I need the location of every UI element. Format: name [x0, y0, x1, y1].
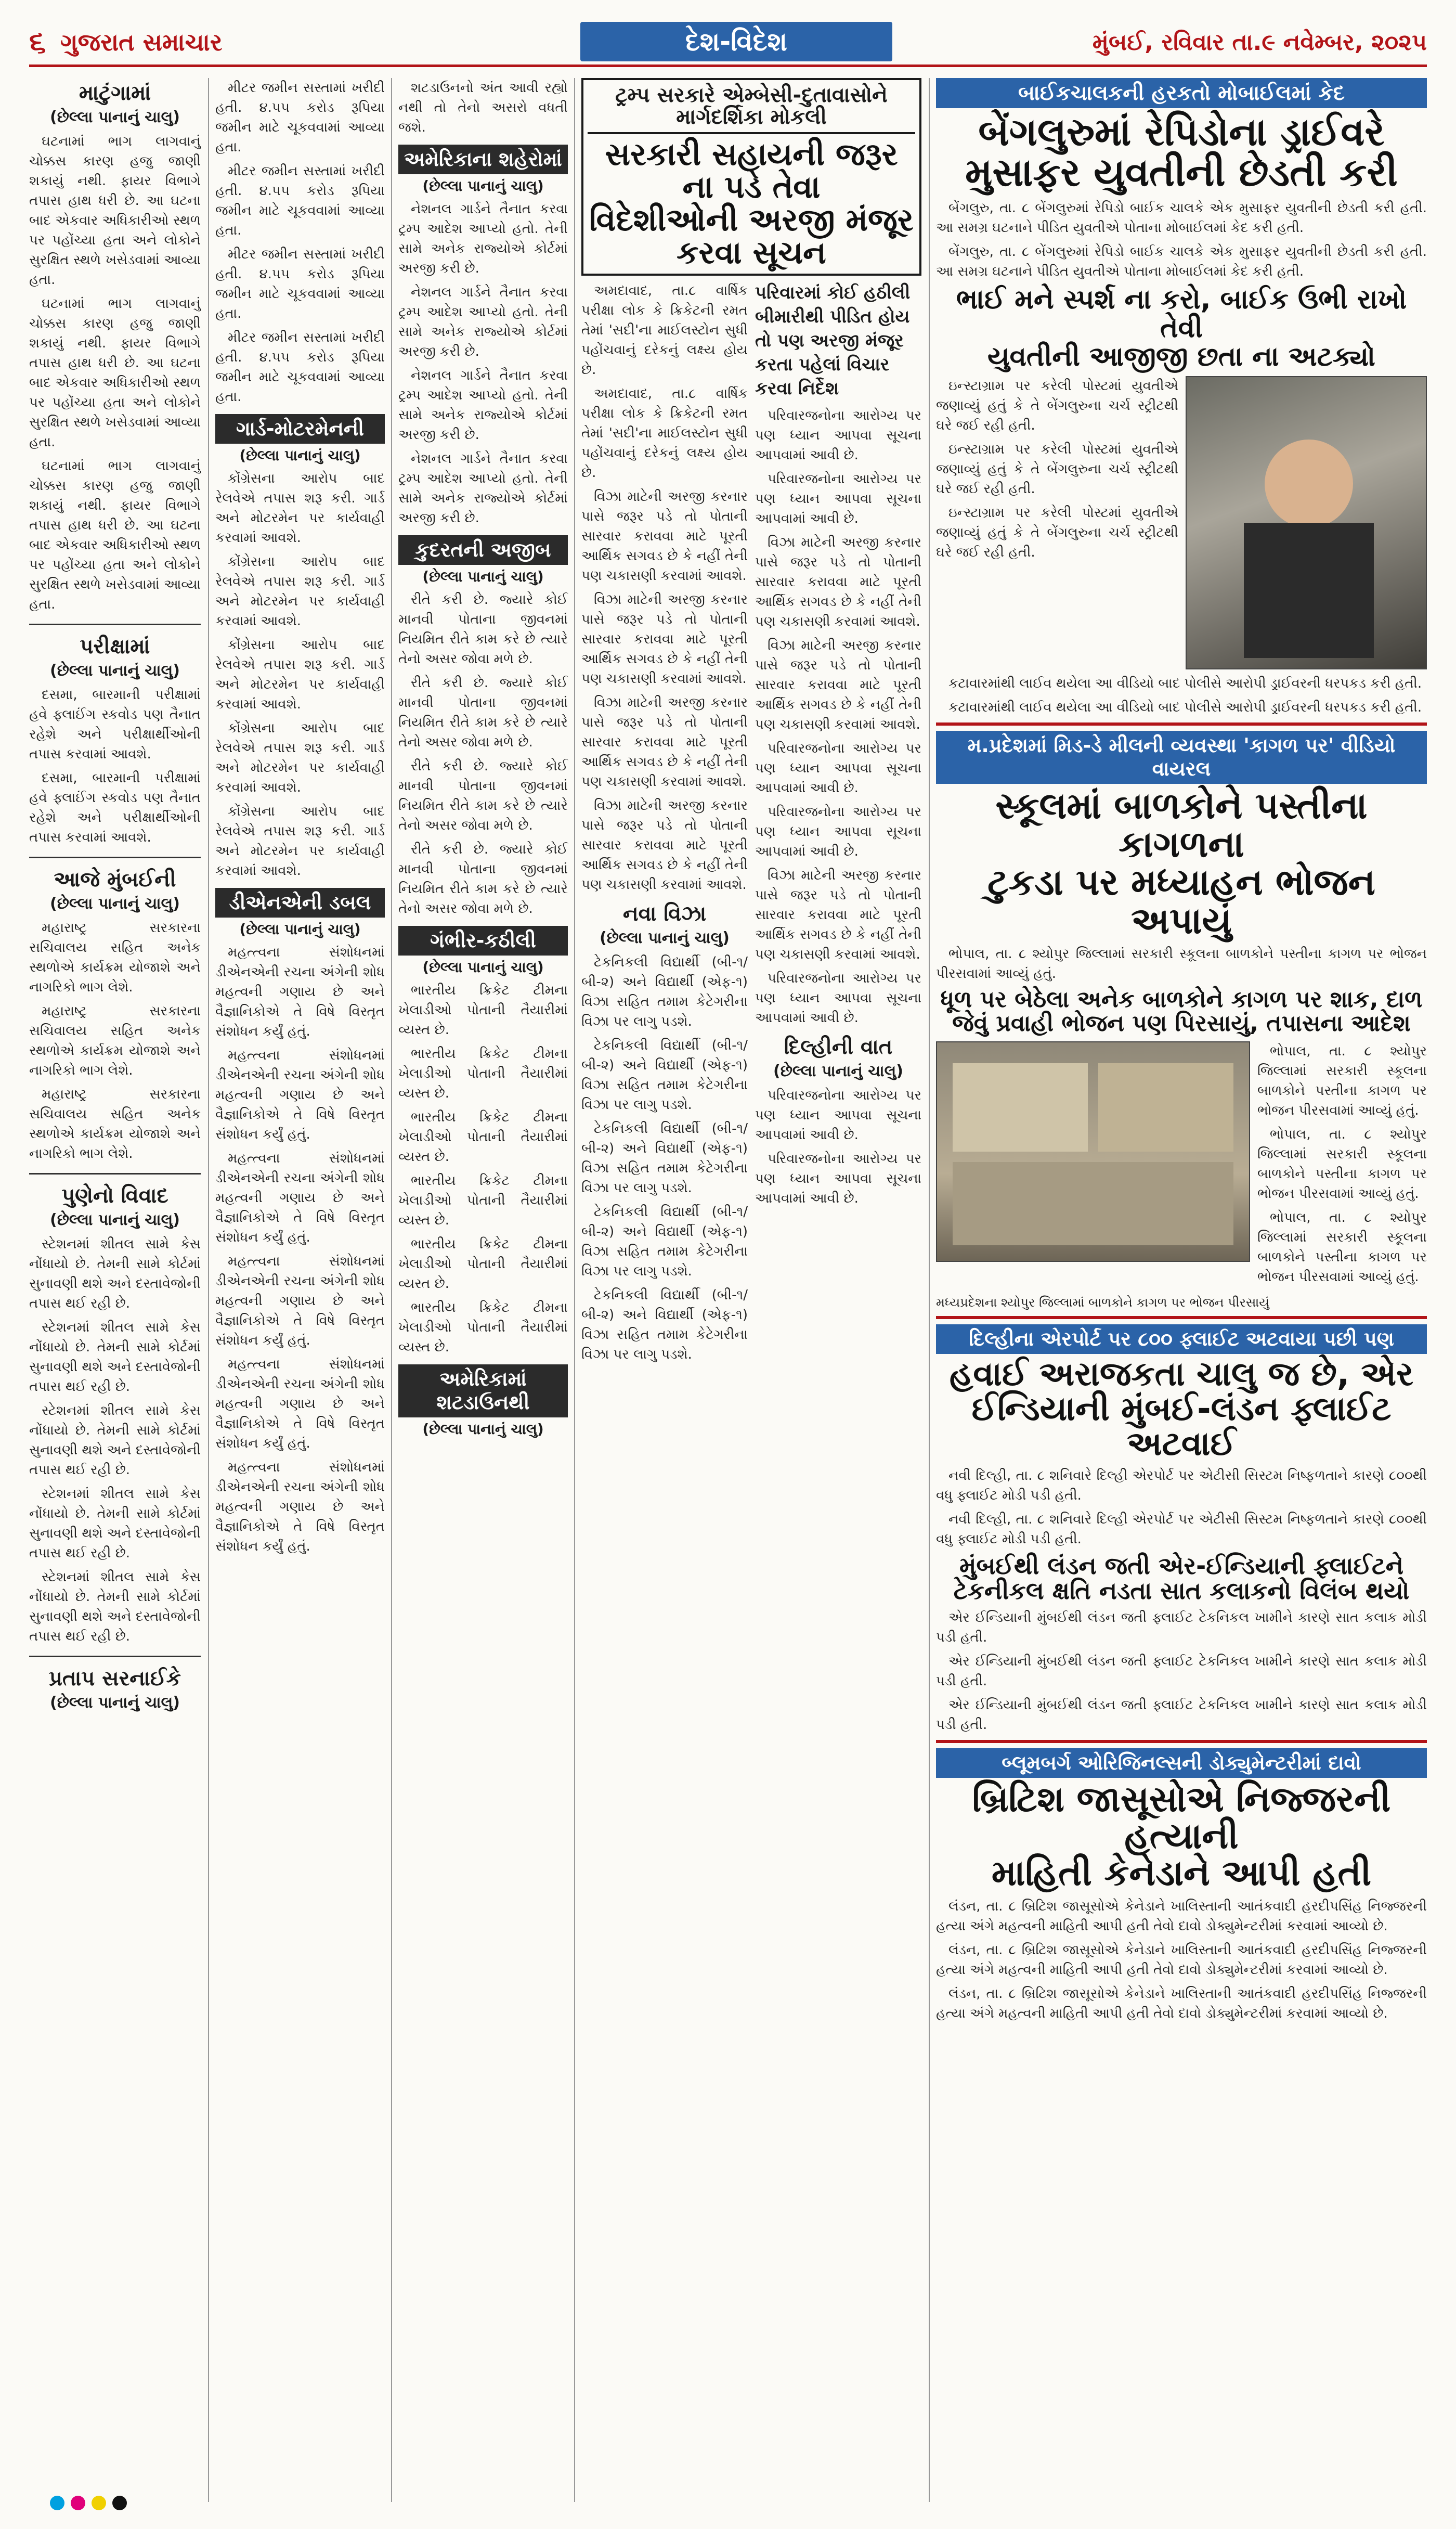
photo-panel — [953, 1162, 1233, 1245]
story-subhead: ધૂળ પર બેઠેલા અનેક બાળકોને કાગળ પર શાક, દાળ જેવું પ્રવાહી ભોજન પણ પિરસાયું, તપાસના આદેશ — [940, 986, 1423, 1037]
column-rule — [391, 78, 392, 2502]
column-3 — [398, 78, 568, 1442]
divider — [29, 857, 201, 858]
article-body: મહારાષ્ટ્ર સરકારના સચિવાલય સહિત અનેક સ્થળોએ કાર્યક્રમ યોજાશે અને નાગરિકો ભાગ લેશે. મહારાષ્ટ્ર સરકારના સચિવાલય સહિત અનેક સ્થળોએ કાર્યક્રમ યોજાશે અને નાગરિકો ભાગ લેશે. મહારાષ્ટ્ર સરકારના સચિવાલય સહિત અનેક સ્થળોએ કાર્યક્રમ યોજાશે અને નાગરિકો ભાગ લેશે. — [29, 920, 201, 1162]
article-title: કુદરતની અજીબ — [398, 535, 568, 565]
column-rule — [574, 78, 575, 2502]
article-body: નેશનલ ગાર્ડને તૈનાત કરવા ટ્રમ્પ આદેશ આપ્યો હતો. તેની સામે અનેક રાજ્યોએ કોર્ટમાં અરજી કરી છે. નેશનલ ગાર્ડને તૈનાત કરવા ટ્રમ્પ આદેશ આપ્યો હતો. તેની સામે અનેક રાજ્યોએ કોર્ટમાં અરજી કરી છે. નેશનલ ગાર્ડને તૈનાત કરવા ટ્રમ્પ આદેશ આપ્યો હતો. તેની સામે અનેક રાજ્યોએ કોર્ટમાં અરજી કરી છે. નેશનલ ગાર્ડને તૈનાત કરવા ટ્રમ્પ આદેશ આપ્યો હતો. તેની સામે અનેક રાજ્યોએ કોર્ટમાં અરજી કરી છે. — [398, 201, 568, 526]
story-columns — [581, 281, 921, 1369]
photo-panel — [1098, 1063, 1233, 1152]
continued-note: (છેલ્લા પાનાનું ચાલુ) — [49, 1211, 180, 1229]
story-headline: વિદેશીઓની અરજી મંજૂર કરવા સૂચન — [589, 202, 914, 271]
article-title: દિલ્હીની વાત — [784, 1035, 893, 1059]
story-photo — [936, 1041, 1250, 1262]
story-col: પરિવારમાં કોઈ હઠીલી બીમારીથી પીડિત હોય તો પણ અરજી મંજૂર કરતા પહેલાં વિચાર કરવા નિર્દેશ પરિવારજનોના આરોગ્ય પર પણ ધ્યાન આપવા સૂચના આપવામાં આવી છે. પરિવારજનોના આરોગ્ય પર પણ ધ્યાન આપવા સૂચના આપવામાં આવી છે. વિઝા માટેની અરજી કરનાર પાસે જરૂર પડે તો પોતાની સારવાર કરાવવા માટે પૂરતી આર્થિક સગવડ છે કે નહીં તેની પણ ચકાસણી કરવામાં આવશે. વિઝા માટેની અરજી કરનાર પાસે જરૂર પડે તો પોતાની સારવાર કરાવવા માટે પૂરતી આર્થિક સગવડ છે કે નહીં તેની પણ ચકાસણી કરવામાં આવશે. પરિવારજનોના આરોગ્ય પર પણ ધ્યાન આપવા સૂચના આપવામાં આવી છે. પરિવારજનોના આરોગ્ય પર પણ ધ્યાન આપવા સૂચના આપવામાં આવી છે. વિઝા માટેની અરજી કરનાર પાસે જરૂર પડે તો પોતાની સારવાર કરાવવા માટે પૂરતી આર્થિક સગવડ છે કે નહીં તેની પણ ચકાસણી કરવામાં આવશે. પરિવારજનોના આરોગ્ય પર પણ ધ્યાન આપવા સૂચના આપવામાં આવી છે. દિલ્હીની વાત (છેલ્લા પાનાનું ચાલુ) પરિવારજનોના આરોગ્ય પર પણ ધ્યાન આપવા સૂચના આપવામાં આવી છે. પરિવારજનોના આરોગ્ય પર પણ ધ્યાન આપવા સૂચના આપવામાં આવી છે. — [755, 281, 921, 1369]
right-stories — [936, 78, 1427, 2028]
story-photo — [1186, 376, 1427, 669]
article-title: ગંભીર-કઠીલી — [398, 926, 568, 956]
story-headline: બેંગલુરુમાં રેપિડોના ડ્રાઈવરે — [978, 110, 1385, 154]
story-subhead: યુવતીની આજીજી છતા ના અટક્યો — [987, 341, 1375, 372]
story-kicker: બાઈકચાલકની હરકતો મોબાઈલમાં કેદ — [936, 78, 1427, 108]
page-number: ૬ — [29, 24, 46, 59]
column-rule — [208, 78, 209, 2502]
article-title: નવા વિઝા — [622, 902, 707, 926]
story-headline: બ્રિટિશ જાસૂસોએ નિજ્જરની હત્યાની — [972, 1778, 1391, 1857]
article-title: માટુંગામાં — [79, 81, 151, 105]
photo-caption: મધ્યપ્રદેશના શ્યોપુર જિલ્લામાં બાળકોને કાગળ પર ભોજન પીરસાયું — [936, 1295, 1269, 1310]
masthead-rule — [29, 64, 1427, 67]
divider — [29, 1656, 201, 1657]
registration-mark — [112, 2496, 127, 2510]
divider — [29, 1173, 201, 1175]
column-1 — [29, 78, 201, 1717]
article-body: દસમા, બારમાની પરીક્ષામાં હવે ફ્લાઈંગ સ્કવોડ પણ તૈનાત રહેશે અને પરીક્ષાર્થીઓની તપાસ કરવામાં આવશે. દસમા, બારમાની પરીક્ષામાં હવે ફ્લાઈંગ સ્કવોડ પણ તૈનાત રહેશે અને પરીક્ષાર્થીઓની તપાસ કરવામાં આવશે. — [29, 687, 201, 845]
continued-note: (છેલ્લા પાનાનું ચાલુ) — [49, 1694, 180, 1712]
continued-note: (છેલ્લા પાનાનું ચાલુ) — [239, 921, 361, 938]
story-kicker: બ્લૂમબર્ગ ઓરિજિનલ્સની ડોક્યુમેન્ટરીમાં દાવો — [936, 1748, 1427, 1778]
continued-note: (છેલ્લા પાનાનું ચાલુ) — [422, 177, 544, 195]
continued-note: (છેલ્લા પાનાનું ચાલુ) — [49, 662, 180, 680]
article-body: કોંગ્રેસના આરોપ બાદ રેલવેએ તપાસ શરૂ કરી. ગાર્ડ અને મોટરમેન પર કાર્યવાહી કરવામાં આવશે. કોંગ્રેસના આરોપ બાદ રેલવેએ તપાસ શરૂ કરી. ગાર્ડ અને મોટરમેન પર કાર્યવાહી કરવામાં આવશે. કોંગ્રેસના આરોપ બાદ રેલવેએ તપાસ શરૂ કરી. ગાર્ડ અને મોટરમેન પર કાર્યવાહી કરવામાં આવશે. કોંગ્રેસના આરોપ બાદ રેલવેએ તપાસ શરૂ કરી. ગાર્ડ અને મોટરમેન પર કાર્યવાહી કરવામાં આવશે. કોંગ્રેસના આરોપ બાદ રેલવેએ તપાસ શરૂ કરી. ગાર્ડ અને મોટરમેન પર કાર્યવાહી કરવામાં આવશે. — [215, 471, 385, 879]
story-headline: માહિતી કેનેડાને આપી હતી — [991, 1853, 1372, 1894]
story-headline: હવાઈ અરાજકતા ચાલુ જ છે, એર — [949, 1354, 1414, 1393]
story-headline: સ્કૂલમાં બાળકોને પસ્તીના કાગળના — [995, 784, 1368, 866]
middle-story — [581, 78, 921, 1369]
article-body: સ્ટેશનમાં શીતલ સામે કેસ નોંધાયો છે. તેમની સામે કોર્ટમાં સુનાવણી થશે અને દસ્તાવેજોની તપાસ થઈ રહી છે. સ્ટેશનમાં શીતલ સામે કેસ નોંધાયો છે. તેમની સામે કોર્ટમાં સુનાવણી થશે અને દસ્તાવેજોની તપાસ થઈ રહી છે. સ્ટેશનમાં શીતલ સામે કેસ નોંધાયો છે. તેમની સામે કોર્ટમાં સુનાવણી થશે અને દસ્તાવેજોની તપાસ થઈ રહી છે. સ્ટેશનમાં શીતલ સામે કેસ નોંધાયો છે. તેમની સામે કોર્ટમાં સુનાવણી થશે અને દસ્તાવેજોની તપાસ થઈ રહી છે. સ્ટેશનમાં શીતલ સામે કેસ નોંધાયો છે. તેમની સામે કોર્ટમાં સુનાવણી થશે અને દસ્તાવેજોની તપાસ થઈ રહી છે. — [29, 1236, 201, 1644]
story-nijjar: બ્લૂમબર્ગ ઓરિજિનલ્સની ડોક્યુમેન્ટરીમાં દાવો બ્રિટિશ જાસૂસોએ નિજ્જરની હત્યાની માહિતી કેનેડાને આપી હતી લંડન, તા. ૮ બ્રિટિશ જાસૂસોએ કેનેડાને ખાલિસ્તાની આતંકવાદી હરદીપસિંહ નિજ્જરની હત્યા અંગે મહત્વની માહિતી આપી હતી તેવો દાવો ડોક્યુમેન્ટરીમાં કરવામાં આવ્યો છે. લંડન, તા. ૮ બ્રિટિશ જાસૂસોએ કેનેડાને ખાલિસ્તાની આતંકવાદી હરદીપસિંહ નિજ્જરની હત્યા અંગે મહત્વની માહિતી આપી હતી તેવો દાવો ડોક્યુમેન્ટરીમાં કરવામાં આવ્યો છે. લંડન, તા. ૮ બ્રિટિશ જાસૂસોએ કેનેડાને ખાલિસ્તાની આતંકવાદી હરદીપસિંહ નિજ્જરની હત્યા અંગે મહત્વની માહિતી આપી હતી તેવો દાવો ડોક્યુમેન્ટરીમાં કરવામાં આવ્યો છે. — [936, 1748, 1427, 2023]
dateline: મુંબઈ, રવિવાર તા.૯ નવેમ્બર, ૨૦૨૫ — [1092, 29, 1427, 56]
continued-note: (છેલ્લા પાનાનું ચાલુ) — [422, 568, 544, 585]
article-title: ડીએનએની ડબલ — [215, 888, 385, 918]
registration-mark — [50, 2496, 64, 2510]
divider — [29, 624, 201, 625]
continued-note: (છેલ્લા પાનાનું ચાલુ) — [239, 447, 361, 464]
continued-note: (છેલ્લા પાનાનું ચાલુ) — [49, 895, 180, 913]
story-headline: ઈન્ડિયાની મુંબઈ-લંડન ફ્લાઈટ અટવાઈ — [971, 1389, 1392, 1463]
story-kicker: મ.પ્રદેશમાં મિડ-ડે મીલની વ્યવસ્થા 'કાગળ પર' વીડિયો વાયરલ — [936, 731, 1427, 784]
story-bengaluru: બાઈકચાલકની હરકતો મોબાઈલમાં કેદ બેંગલુરુમાં રેપિડોના ડ્રાઈવરે મુસાફર યુવતીની છેડતી કરી બેંગલુરુ, તા. ૮ બેંગલુરુમાં રેપિડો બાઈક ચાલકે એક મુસાફર યુવતીની છેડતી કરી હતી. આ સમગ્ર ઘટનાને પીડિત યુવતીએ પોતાના મોબાઈલમાં કેદ કરી હતી. બેંગલુરુ, તા. ૮ બેંગલુરુમાં રેપિડો બાઈક ચાલકે એક મુસાફર યુવતીની છેડતી કરી હતી. આ સમગ્ર ઘટનાને પીડિત યુવતીએ પોતાના મોબાઈલમાં કેદ કરી હતી. ભાઈ મને સ્પર્શ ના કરો, બાઈક ઉભી રાખો તેવી યુવતીની આજીજી છતા ના અટક્યો ઇન્સ્ટાગ્રામ પર કરેલી પોસ્ટમાં યુવતીએ જણાવ્યું હતું કે તે બેંગલુરુના ચર્ચ સ્ટ્રીટથી ઘરે જઈ રહી હતી. ઇન્સ્ટાગ્રામ પર કરેલી પોસ્ટમાં યુવતીએ જણાવ્યું હતું કે તે બેંગલુરુના ચર્ચ સ્ટ્રીટથી ઘરે જઈ રહી હતી. ઇન્સ્ટાગ્રામ પર કરેલી પોસ્ટમાં યુવતીએ જણાવ્યું હતું કે તે બેંગલુરુના ચર્ચ સ્ટ્રીટથી ઘરે જઈ રહી હતી. કટાવારમાંથી લાઈવ થયેલા આ વીડિયો બાદ પોલીસે આરોપી ડ્રાઈવરની ધરપકડ કરી હતી. કટાવારમાંથી લાઈવ થયેલા આ વીડિયો બાદ પોલીસે આરોપી ડ્રાઈવરની ધરપકડ કરી હતી. — [936, 78, 1427, 717]
story-kicker: દિલ્હીના એરપોર્ટ પર ૮૦૦ ફ્લાઈટ અટવાયા પછી પણ — [936, 1324, 1427, 1354]
article-title: પરીક્ષામાં — [80, 635, 150, 659]
story-headline: ટુકડા પર મધ્યાહન ભોજન અપાયું — [987, 861, 1375, 942]
headline-box — [581, 78, 921, 276]
photo-panel — [953, 1063, 1088, 1152]
story-headline: સરકારી સહાયની જરૂર ના પડે તેવા — [605, 136, 898, 205]
article-body: રીતે કરી છે. જ્યારે કોઈ માનવી પોતાના જીવનમાં નિયમિત રીતે કામ કરે છે ત્યારે તેનો અસર જોવા મળે છે. રીતે કરી છે. જ્યારે કોઈ માનવી પોતાના જીવનમાં નિયમિત રીતે કામ કરે છે ત્યારે તેનો અસર જોવા મળે છે. રીતે કરી છે. જ્યારે કોઈ માનવી પોતાના જીવનમાં નિયમિત રીતે કામ કરે છે ત્યારે તેનો અસર જોવા મળે છે. રીતે કરી છે. જ્યારે કોઈ માનવી પોતાના જીવનમાં નિયમિત રીતે કામ કરે છે ત્યારે તેનો અસર જોવા મળે છે. — [398, 592, 568, 917]
person-figure — [1244, 523, 1374, 658]
divider — [936, 1316, 1427, 1319]
section-label: દેશ-વિદેશ — [580, 22, 892, 61]
column-2 — [215, 78, 385, 1560]
article-body: ઘટનામાં ભાગ લાગવાનું ચોક્કસ કારણ હજુ જાણી શકાયું નથી. ફાયર વિભાગે તપાસ હાથ ધરી છે. આ ઘટના બાદ એકવાર અધિકારીઓ સ્થળ પર પહોંચ્યા હતા અને લોકોને સુરક્ષિત સ્થળે ખસેડવામાં આવ્યા હતા. ઘટનામાં ભાગ લાગવાનું ચોક્કસ કારણ હજુ જાણી શકાયું નથી. ફાયર વિભાગે તપાસ હાથ ધરી છે. આ ઘટના બાદ એકવાર અધિકારીઓ સ્થળ પર પહોંચ્યા હતા અને લોકોને સુરક્ષિત સ્થળે ખસેડવામાં આવ્યા હતા. ઘટનામાં ભાગ લાગવાનું ચોક્કસ કારણ હજુ જાણી શકાયું નથી. ફાયર વિભાગે તપાસ હાથ ધરી છે. આ ઘટના બાદ એકવાર અધિકારીઓ સ્થળ પર પહોંચ્યા હતા અને લોકોને સુરક્ષિત સ્થળે ખસેડવામાં આવ્યા હતા. — [29, 134, 201, 612]
masthead — [29, 21, 1427, 71]
newspaper-page — [29, 21, 1427, 2512]
divider — [936, 722, 1427, 726]
article-body: શટડાઉનનો અંત આવી રહ્યો નથી તો તેનો અસરો વધતી જશે. — [398, 80, 568, 135]
article-title: પુણેનો વિવાદ — [61, 1184, 168, 1208]
story-mp-school: મ.પ્રદેશમાં મિડ-ડે મીલની વ્યવસ્થા 'કાગળ પર' વીડિયો વાયરલ સ્કૂલમાં બાળકોને પસ્તીના કાગળના ટુકડા પર મધ્યાહન ભોજન અપાયું ભોપાલ, તા. ૮ શ્યોપુર જિલ્લામાં સરકારી સ્કૂલના બાળકોને પસ્તીના કાગળ પર ભોજન પીરસવામાં આવ્યું હતું. ધૂળ પર બેઠેલા અનેક બાળકોને કાગળ પર શાક, દાળ જેવું પ્રવાહી ભોજન પણ પિરસાયું, તપાસના આદેશ ભોપાલ, તા. ૮ શ્યોપુર જિલ્લામાં સરકારી સ્કૂલના બાળકોને પસ્તીના કાગળ પર ભોજન પીરસવામાં આવ્યું હતું. ભોપાલ, તા. ૮ શ્યોપુર જિલ્લામાં સરકારી સ્કૂલના બાળકોને પસ્તીના કાગળ પર ભોજન પીરસવામાં આવ્યું હતું. ભોપાલ, તા. ૮ શ્યોપુર જિલ્લામાં સરકારી સ્કૂલના બાળકોને પસ્તીના કાગળ પર ભોજન પીરસવામાં આવ્યું હતું. મધ્યપ્રદેશના શ્યોપુર જિલ્લામાં બાળકોને કાગળ પર ભોજન પીરસાયું — [936, 731, 1427, 1310]
article-title: અમેરિકામાં શટડાઉનથી — [398, 1364, 568, 1417]
continued-note: (છેલ્લા પાનાનું ચાલુ) — [773, 1062, 904, 1080]
article-body: ભારતીય ક્રિકેટ ટીમના ખેલાડીઓ પોતાની તૈયારીમાં વ્યસ્ત છે. ભારતીય ક્રિકેટ ટીમના ખેલાડીઓ પોતાની તૈયારીમાં વ્યસ્ત છે. ભારતીય ક્રિકેટ ટીમના ખેલાડીઓ પોતાની તૈયારીમાં વ્યસ્ત છે. ભારતીય ક્રિકેટ ટીમના ખેલાડીઓ પોતાની તૈયારીમાં વ્યસ્ત છે. ભારતીય ક્રિકેટ ટીમના ખેલાડીઓ પોતાની તૈયારીમાં વ્યસ્ત છે. ભારતીય ક્રિકેટ ટીમના ખેલાડીઓ પોતાની તૈયારીમાં વ્યસ્ત છે. — [398, 983, 568, 1355]
story-delhi-airport: દિલ્હીના એરપોર્ટ પર ૮૦૦ ફ્લાઈટ અટવાયા પછી પણ હવાઈ અરાજકતા ચાલુ જ છે, એર ઈન્ડિયાની મુંબઈ-લંડન ફ્લાઈટ અટવાઈ નવી દિલ્હી, તા. ૮ શનિવારે દિલ્હી એરપોર્ટ પર એટીસી સિસ્ટમ નિષ્ફળતાને કારણે ૮૦૦થી વધુ ફ્લાઈટ મોડી પડી હતી. નવી દિલ્હી, તા. ૮ શનિવારે દિલ્હી એરપોર્ટ પર એટીસી સિસ્ટમ નિષ્ફળતાને કારણે ૮૦૦થી વધુ ફ્લાઈટ મોડી પડી હતી. મુંબઈથી લંડન જતી એર-ઈન્ડિયાની ફ્લાઈટને ટેકનીકલ ક્ષતિ નડતા સાત કલાકનો વિલંબ થયો એર ઈન્ડિયાની મુંબઈથી લંડન જતી ફ્લાઈટ ટેકનિકલ ખામીને કારણે સાત કલાક મોડી પડી હતી. એર ઈન્ડિયાની મુંબઈથી લંડન જતી ફ્લાઈટ ટેકનિકલ ખામીને કારણે સાત કલાક મોડી પડી હતી. એર ઈન્ડિયાની મુંબઈથી લંડન જતી ફ્લાઈટ ટેકનિકલ ખામીને કારણે સાત કલાક મોડી પડી હતી. — [936, 1324, 1427, 1735]
continued-note: (છેલ્લા પાનાનું ચાલુ) — [599, 929, 730, 947]
article-body: મહત્ત્વના સંશોધનમાં ડીએનએની રચના અંગેની શોધ મહત્વની ગણાય છે અને વૈજ્ઞાનિકોએ તે વિષે વિસ્તૃત સંશોધન કર્યું હતું. મહત્ત્વના સંશોધનમાં ડીએનએની રચના અંગેની શોધ મહત્વની ગણાય છે અને વૈજ્ઞાનિકોએ તે વિષે વિસ્તૃત સંશોધન કર્યું હતું. મહત્ત્વના સંશોધનમાં ડીએનએની રચના અંગેની શોધ મહત્વની ગણાય છે અને વૈજ્ઞાનિકોએ તે વિષે વિસ્તૃત સંશોધન કર્યું હતું. મહત્ત્વના સંશોધનમાં ડીએનએની રચના અંગેની શોધ મહત્વની ગણાય છે અને વૈજ્ઞાનિકોએ તે વિષે વિસ્તૃત સંશોધન કર્યું હતું. મહત્ત્વના સંશોધનમાં ડીએનએની રચના અંગેની શોધ મહત્વની ગણાય છે અને વૈજ્ઞાનિકોએ તે વિષે વિસ્તૃત સંશોધન કર્યું હતું. મહત્ત્વના સંશોધનમાં ડીએનએની રચના અંગેની શોધ મહત્વની ગણાય છે અને વૈજ્ઞાનિકોએ તે વિષે વિસ્તૃત સંશોધન કર્યું હતું. — [215, 945, 385, 1554]
continued-note: (છેલ્લા પાનાનું ચાલુ) — [422, 1421, 544, 1438]
column-rule — [929, 78, 930, 2502]
story-subhead: ટેકનીકલ ક્ષતિ નડતા સાત કલાકનો વિલંબ થયો — [953, 1577, 1410, 1605]
story-subhead: મુંબઈથી લંડન જતી એર-ઈન્ડિયાની ફ્લાઈટને — [959, 1552, 1404, 1580]
divider — [936, 1740, 1427, 1743]
story-col: અમદાવાદ, તા.૮ વાર્ષિક પરીક્ષા લોક કે ક્રિકેટની રમત તેમાં 'સદી'ના માઈલસ્ટોન સુધી પહોંચવાનું દરેકનું લક્ષ્ય હોય છે. અમદાવાદ, તા.૮ વાર્ષિક પરીક્ષા લોક કે ક્રિકેટની રમત તેમાં 'સદી'ના માઈલસ્ટોન સુધી પહોંચવાનું દરેકનું લક્ષ્ય હોય છે. વિઝા માટેની અરજી કરનાર પાસે જરૂર પડે તો પોતાની સારવાર કરાવવા માટે પૂરતી આર્થિક સગવડ છે કે નહીં તેની પણ ચકાસણી કરવામાં આવશે. વિઝા માટેની અરજી કરનાર પાસે જરૂર પડે તો પોતાની સારવાર કરાવવા માટે પૂરતી આર્થિક સગવડ છે કે નહીં તેની પણ ચકાસણી કરવામાં આવશે. વિઝા માટેની અરજી કરનાર પાસે જરૂર પડે તો પોતાની સારવાર કરાવવા માટે પૂરતી આર્થિક સગવડ છે કે નહીં તેની પણ ચકાસણી કરવામાં આવશે. વિઝા માટેની અરજી કરનાર પાસે જરૂર પડે તો પોતાની સારવાર કરાવવા માટે પૂરતી આર્થિક સગવડ છે કે નહીં તેની પણ ચકાસણી કરવામાં આવશે. નવા વિઝા (છેલ્લા પાનાનું ચાલુ) ટેકનિકલી વિદ્યાર્થી (બી-૧/ બી-૨) અને વિદ્યાર્થી (એફ-૧) વિઝા સહિત તમામ કેટેગરીના વિઝા પર લાગુ પડશે. ટેકનિકલી વિદ્યાર્થી (બી-૧/ બી-૨) અને વિદ્યાર્થી (એફ-૧) વિઝા સહિત તમામ કેટેગરીના વિઝા પર લાગુ પડશે. ટેકનિકલી વિદ્યાર્થી (બી-૧/ બી-૨) અને વિદ્યાર્થી (એફ-૧) વિઝા સહિત તમામ કેટેગરીના વિઝા પર લાગુ પડશે. ટેકનિકલી વિદ્યાર્થી (બી-૧/ બી-૨) અને વિદ્યાર્થી (એફ-૧) વિઝા સહિત તમામ કેટેગરીના વિઝા પર લાગુ પડશે. ટેકનિકલી વિદ્યાર્થી (બી-૧/ બી-૨) અને વિદ્યાર્થી (એફ-૧) વિઝા સહિત તમામ કેટેગરીના વિઝા પર લાગુ પડશે. — [581, 283, 748, 1362]
article-title: અમેરિકાના શહેરોમાં — [398, 145, 568, 174]
continued-note: (છેલ્લા પાનાનું ચાલુ) — [49, 108, 180, 126]
story-subhead: પરિવારમાં કોઈ હઠીલી બીમારીથી પીડિત હોય તો પણ અરજી મંજૂર કરતા પહેલાં વિચાર કરવા નિર્દેશ — [755, 282, 911, 399]
continued-note: (છેલ્લા પાનાનું ચાલુ) — [422, 959, 544, 976]
story-headline: મુસાફર યુવતીની છેડતી કરી — [965, 150, 1398, 195]
registration-mark — [92, 2496, 106, 2510]
article-title: પ્રતાપ સરનાઈકે — [49, 1667, 181, 1691]
article-title: આજે મુંબઈની — [54, 868, 176, 892]
article-title: ગાર્ડ-મોટરમેનની — [215, 414, 385, 444]
person-figure — [1265, 440, 1353, 528]
paper-name: ગુજરાત સમાચાર — [60, 28, 223, 56]
story-kicker: ટ્રમ્પ સરકારે એમ્બેસી-દુતાવાસોને માર્ગદર્શિકા મોકલી — [615, 83, 888, 129]
article-body: મીટર જમીન સસ્તામાં ખરીદી હતી. ૪.૫૫ કરોડ રૂપિયા જમીન માટે ચૂકવવામાં આવ્યા હતા. મીટર જમીન સસ્તામાં ખરીદી હતી. ૪.૫૫ કરોડ રૂપિયા જમીન માટે ચૂકવવામાં આવ્યા હતા. મીટર જમીન સસ્તામાં ખરીદી હતી. ૪.૫૫ કરોડ રૂપિયા જમીન માટે ચૂકવવામાં આવ્યા હતા. મીટર જમીન સસ્તામાં ખરીદી હતી. ૪.૫૫ કરોડ રૂપિયા જમીન માટે ચૂકવવામાં આવ્યા હતા. — [215, 80, 385, 405]
registration-mark — [71, 2496, 85, 2510]
story-subhead: ભાઈ મને સ્પર્શ ના કરો, બાઈક ઉભી રાખો તેવી — [956, 284, 1407, 344]
